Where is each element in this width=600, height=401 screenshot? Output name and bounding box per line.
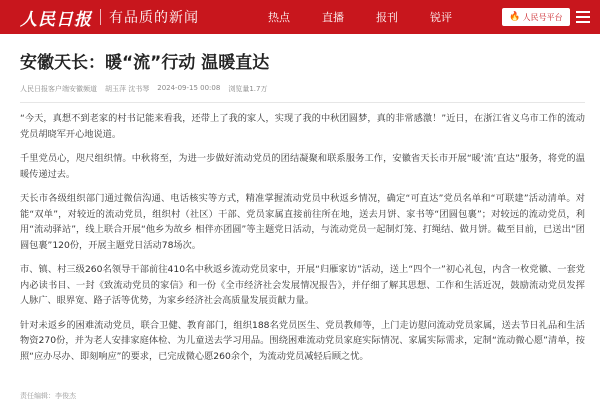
article-paragraph: 天长市各级组织部门通过微信沟通、电话核实等方式，精准掌握流动党员中秋返乡情况，确定“可直达”党员名单和“可联建”活动清单。对能“双单”，对较近的流动党员，组织村（社区）干部、党员家属直接前往所在地，送去月饼、家书等“团圆包裹”；对较远的流动党员，利用“流动驿站”，线上联合开展“他乡为故乡 相伴亦团圆”等主题党日活动，与流动党员一起制灯笼、打绳结、做月饼。截至目前，已送出“团圆包裹”120份，开展主题党日活动78场次。 bbox=[20, 193, 585, 251]
platform-label: 人民号平台 bbox=[522, 12, 563, 22]
article-body bbox=[20, 111, 585, 364]
flame-icon: 🔥 bbox=[509, 12, 521, 22]
logo-text: 人民日报 bbox=[20, 9, 92, 30]
article-paragraph: 针对未返乡的困难流动党员，联合卫健、教育部门，组织188名党员医生、党员教师等，上门走访慰问流动党员家属，送去节日礼品和生活物资270份，并为老人安排家庭体检、为儿童送去学习用品。围绕困难流动党员家庭实际情况、家属实际需求，定制“流动微心愿”清单，按照“应办尽办、即刻响应”的要求，已完成微心愿260余个，为流动党员减轻后顾之忧。 bbox=[20, 319, 585, 362]
article-title: 安徽天长：暖“流”行动 温暖直达 bbox=[20, 53, 270, 73]
article-views: 浏览量1.7万 bbox=[228, 85, 268, 93]
article-source[interactable]: 人民日报客户端安徽频道 bbox=[20, 85, 97, 93]
article-container bbox=[20, 34, 585, 373]
top-navigation-bar bbox=[0, 0, 600, 34]
article-paragraph: “今天，真想不到老家的村书记能来看我，还带上了我的家人，实现了我的中秋团圆梦，真的非常感激！”近日，在浙江省义乌市工作的流动党员胡晓军开心地说道。 bbox=[20, 113, 585, 140]
article-author: 胡玉萍 沈书琴 bbox=[105, 85, 150, 93]
nav-item-live[interactable]: 直播 bbox=[322, 11, 344, 24]
logo-divider bbox=[100, 9, 101, 25]
platform-button[interactable] bbox=[502, 8, 570, 26]
main-nav bbox=[252, 0, 468, 34]
logo-slogan: 有品质的新闻 bbox=[109, 10, 199, 26]
editor-credit: 责任编辑：李俊杰 bbox=[20, 392, 76, 400]
nav-item-newspaper[interactable]: 报刊 bbox=[376, 11, 398, 24]
article-meta bbox=[20, 84, 585, 94]
article-paragraph: 千里党员心，咫尺组织情。中秋将至，为进一步做好流动党员的团结凝聚和联系服务工作，安徽省天长市开展“暖‘流’直达”服务，将党的温暖传递过去。 bbox=[20, 153, 585, 180]
nav-item-hot[interactable]: 热点 bbox=[268, 11, 290, 24]
site-logo[interactable] bbox=[0, 0, 199, 34]
nav-item-commentary[interactable]: 锐评 bbox=[430, 11, 452, 24]
menu-icon[interactable] bbox=[576, 11, 590, 23]
article-paragraph: 市、镇、村三级260名领导干部前往410名中秋返乡流动党员家中，开展“归雁家访”活动，送上“四个一”初心礼包，内含一枚党徽、一套党内必读书目、一封《致流动党员的家信》和一份《全市经济社会发展情况报告》，并仔细了解其思想、工作和生活近况，鼓励流动党员发挥人脉广、眼界宽、路子活等优势，为家乡经济社会高质量发展贡献力量。 bbox=[20, 264, 585, 306]
article-datetime: 2024-09-15 00:08 bbox=[157, 84, 221, 92]
meta-divider bbox=[20, 102, 585, 103]
